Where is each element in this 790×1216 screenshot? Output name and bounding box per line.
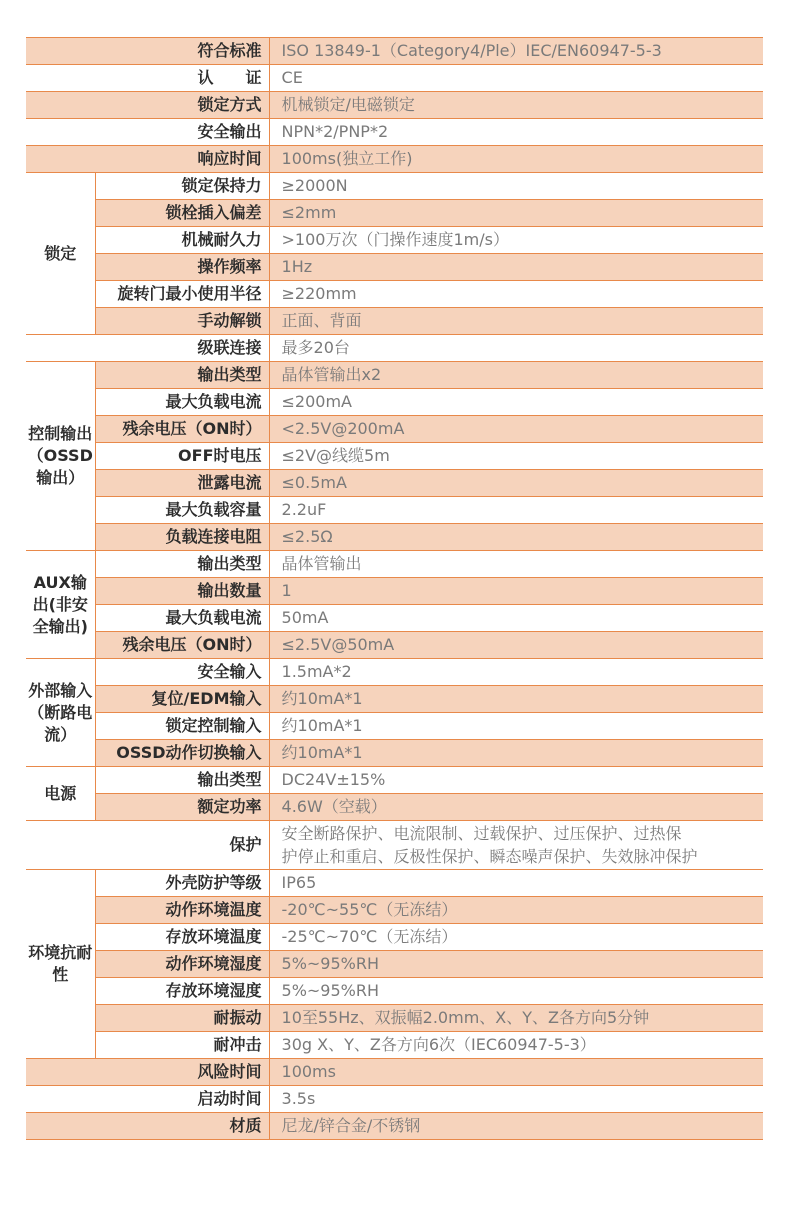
row-value: 100ms(独立工作): [269, 146, 763, 173]
row-label: 安全输入: [95, 659, 269, 686]
table-row: [26, 1032, 763, 1059]
row-label: 最大负载电流: [95, 389, 269, 416]
row-label: 级联连接: [26, 335, 269, 362]
row-label: 认 证: [26, 65, 269, 92]
table-row: [26, 1086, 763, 1113]
table-row: [26, 173, 763, 200]
row-label: 动作环境湿度: [95, 951, 269, 978]
row-label: 风险时间: [26, 1059, 269, 1086]
row-value: 50mA: [269, 605, 763, 632]
row-label: 泄露电流: [95, 470, 269, 497]
row-value: 尼龙/锌合金/不锈钢: [269, 1113, 763, 1140]
row-label: 输出数量: [95, 578, 269, 605]
row-label: OFF时电压: [95, 443, 269, 470]
table-row: [26, 632, 763, 659]
row-value-line: 安全断路保护、电流限制、过载保护、过压保护、过热保: [281, 824, 682, 843]
row-value: 2.2uF: [269, 497, 763, 524]
row-label: 输出类型: [95, 551, 269, 578]
row-value: ≥2000N: [269, 173, 763, 200]
table-row: [26, 659, 763, 686]
row-label: 机械耐久力: [95, 227, 269, 254]
row-value: ≤0.5mA: [269, 470, 763, 497]
row-value-line: 护停止和重启、反极性保护、瞬态噪声保护、失效脉冲保护: [281, 847, 698, 866]
table-row: [26, 92, 763, 119]
table-row: [26, 897, 763, 924]
row-value: 4.6W（空载）: [269, 794, 763, 821]
table-row: [26, 119, 763, 146]
table-row: [26, 524, 763, 551]
row-value: 100ms: [269, 1059, 763, 1086]
row-value: 正面、背面: [269, 308, 763, 335]
row-label: 安全输出: [26, 119, 269, 146]
table-row: [26, 713, 763, 740]
table-row: [26, 978, 763, 1005]
spec-table: [26, 37, 763, 1140]
row-label: 存放环境温度: [95, 924, 269, 951]
row-label: 最大负载电流: [95, 605, 269, 632]
row-value: 晶体管输出x2: [269, 362, 763, 389]
row-label: 输出类型: [95, 362, 269, 389]
row-value: 3.5s: [269, 1086, 763, 1113]
row-label: 锁栓插入偏差: [95, 200, 269, 227]
row-label: 输出类型: [95, 767, 269, 794]
row-value: 晶体管输出: [269, 551, 763, 578]
row-value: ≤2.5V@50mA: [269, 632, 763, 659]
row-label: 耐冲击: [95, 1032, 269, 1059]
table-row: [26, 38, 763, 65]
table-row: [26, 200, 763, 227]
table-row: [26, 443, 763, 470]
row-value: IP65: [269, 870, 763, 897]
table-row: [26, 335, 763, 362]
row-value: DC24V±15%: [269, 767, 763, 794]
table-row: [26, 227, 763, 254]
row-value: 约10mA*1: [269, 740, 763, 767]
table-row: [26, 821, 763, 870]
row-label: 外壳防护等级: [95, 870, 269, 897]
row-value: 最多20台: [269, 335, 763, 362]
table-row: [26, 416, 763, 443]
group-label-control-output: 控制输出（OSSD输出）: [26, 362, 95, 551]
row-label: 存放环境湿度: [95, 978, 269, 1005]
row-label: 最大负载容量: [95, 497, 269, 524]
table-row: [26, 146, 763, 173]
row-label: 操作频率: [95, 254, 269, 281]
group-label-lock: 锁定: [26, 173, 95, 335]
table-row: [26, 1059, 763, 1086]
row-value: ISO 13849-1（Category4/Ple）IEC/EN60947-5-3: [269, 38, 763, 65]
table-row: [26, 578, 763, 605]
row-value: ≤2V@线缆5m: [269, 443, 763, 470]
row-value: -25℃~70℃（无冻结）: [269, 924, 763, 951]
row-label: 耐振动: [95, 1005, 269, 1032]
group-label-power: 电源: [26, 767, 95, 821]
table-row: [26, 1113, 763, 1140]
row-value: ≥220mm: [269, 281, 763, 308]
row-label: 旋转门最小使用半径: [95, 281, 269, 308]
row-label: OSSD动作切换输入: [95, 740, 269, 767]
row-label: 符合标准: [26, 38, 269, 65]
row-value: ≤2.5Ω: [269, 524, 763, 551]
row-value: 1.5mA*2: [269, 659, 763, 686]
table-row: [26, 951, 763, 978]
row-value: [269, 821, 763, 870]
row-value: 5%~95%RH: [269, 978, 763, 1005]
table-row: [26, 389, 763, 416]
row-value: 机械锁定/电磁锁定: [269, 92, 763, 119]
row-value: <2.5V@200mA: [269, 416, 763, 443]
row-label: 锁定保持力: [95, 173, 269, 200]
table-row: [26, 362, 763, 389]
row-value: ≤2mm: [269, 200, 763, 227]
row-label: 锁定控制输入: [95, 713, 269, 740]
row-value: CE: [269, 65, 763, 92]
row-label: 复位/EDM输入: [95, 686, 269, 713]
table-row: [26, 470, 763, 497]
group-label-external-input: 外部输入（断路电流）: [26, 659, 95, 767]
row-value: 1Hz: [269, 254, 763, 281]
table-row: [26, 281, 763, 308]
table-row: [26, 308, 763, 335]
row-label: 手动解锁: [95, 308, 269, 335]
row-label: 响应时间: [26, 146, 269, 173]
row-label: 动作环境温度: [95, 897, 269, 924]
row-value: -20℃~55℃（无冻结）: [269, 897, 763, 924]
row-value: >100万次（门操作速度1m/s）: [269, 227, 763, 254]
group-label-environment: 环境抗耐性: [26, 870, 95, 1059]
row-label: 残余电压（ON时）: [95, 632, 269, 659]
row-value: 30g X、Y、Z各方向6次（IEC60947-5-3）: [269, 1032, 763, 1059]
table-row: [26, 924, 763, 951]
table-row: [26, 497, 763, 524]
table-row: [26, 254, 763, 281]
row-label: 启动时间: [26, 1086, 269, 1113]
row-label: 保护: [26, 821, 269, 870]
table-row: [26, 65, 763, 92]
table-row: [26, 686, 763, 713]
table-row: [26, 870, 763, 897]
row-value: 5%~95%RH: [269, 951, 763, 978]
table-row: [26, 551, 763, 578]
row-value: 约10mA*1: [269, 686, 763, 713]
table-row: [26, 767, 763, 794]
row-label: 残余电压（ON时）: [95, 416, 269, 443]
row-label: 额定功率: [95, 794, 269, 821]
table-row: [26, 1005, 763, 1032]
row-label: 负载连接电阻: [95, 524, 269, 551]
row-value: 约10mA*1: [269, 713, 763, 740]
row-value: 10至55Hz、双振幅2.0mm、X、Y、Z各方向5分钟: [269, 1005, 763, 1032]
table-row: [26, 605, 763, 632]
table-row: [26, 794, 763, 821]
row-label: 锁定方式: [26, 92, 269, 119]
row-value: 1: [269, 578, 763, 605]
table-row: [26, 740, 763, 767]
row-value: NPN*2/PNP*2: [269, 119, 763, 146]
group-label-aux-output: AUX输出(非安全输出): [26, 551, 95, 659]
row-label: 材质: [26, 1113, 269, 1140]
row-value: ≤200mA: [269, 389, 763, 416]
